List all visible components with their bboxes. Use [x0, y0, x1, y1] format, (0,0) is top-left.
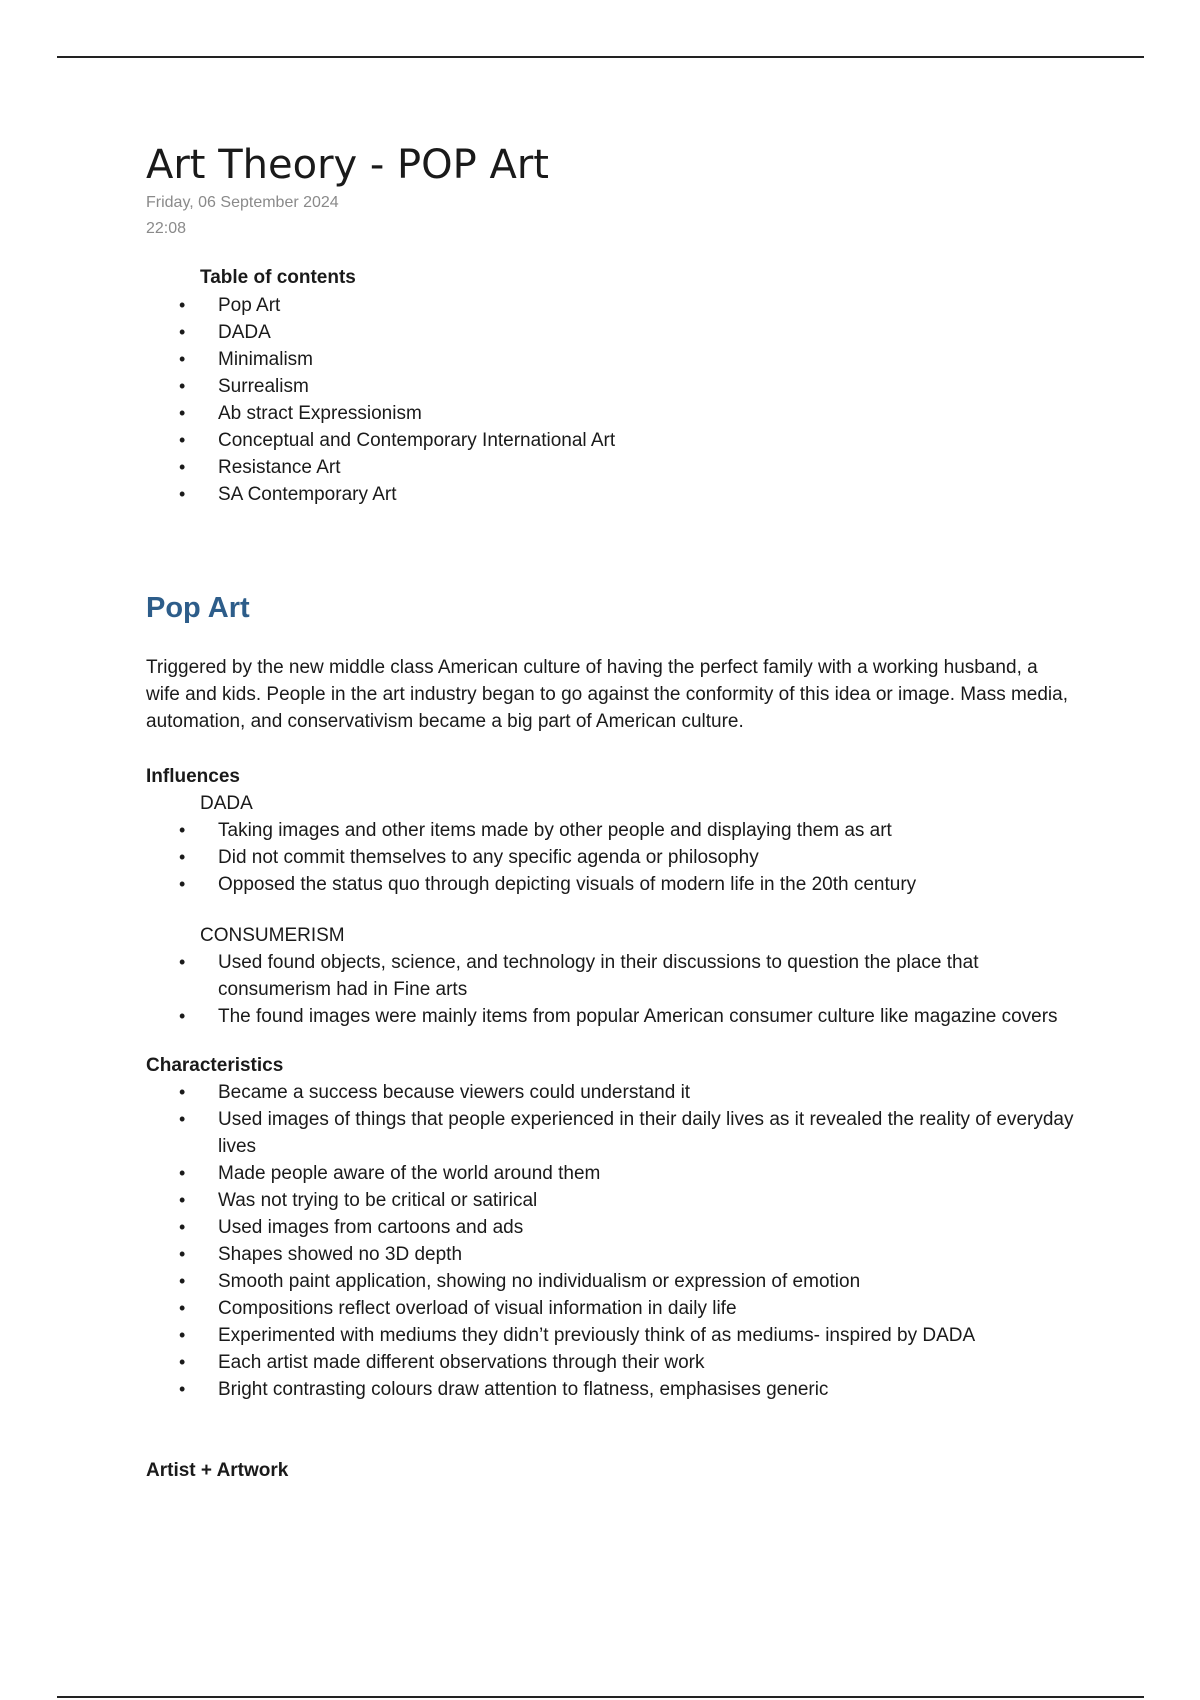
influences-heading: Influences [146, 766, 240, 787]
list-item: • Taking images and other items made by other people and displaying them as art [146, 817, 1076, 844]
toc-item: • Ab stract Expressionism [146, 400, 1076, 427]
page-time: 22:08 [146, 220, 187, 237]
toc-item: • Minimalism [146, 346, 1076, 373]
consumerism-list [146, 949, 1076, 1030]
list-item: • Did not commit themselves to any specific agenda or philosophy [146, 844, 1076, 871]
list-item: • Was not trying to be critical or satirical [146, 1187, 1076, 1214]
top-divider [57, 56, 1144, 58]
consumerism-label: CONSUMERISM [200, 925, 345, 946]
section-heading-pop-art: Pop Art [146, 592, 250, 624]
list-item: • Opposed the status quo through depicting visuals of modern life in the 20th century [146, 871, 1076, 898]
list-item: • Each artist made different observations through their work [146, 1349, 1076, 1376]
table-of-contents [146, 264, 1076, 508]
toc-item: • Conceptual and Contemporary International Art [146, 427, 1076, 454]
bottom-divider [57, 1696, 1144, 1698]
artist-artwork-heading: Artist + Artwork [146, 1460, 289, 1481]
intro-paragraph: Triggered by the new middle class American culture of having the perfect family with a working husband, a wife and kids. People in the art industry began to go against the conformity of this idea or image. Mass media, automation, and conservativism became a big part of American culture. [146, 657, 1069, 732]
list-item: • Compositions reflect overload of visual information in daily life [146, 1295, 1076, 1322]
toc-heading: Table of contents [200, 267, 356, 288]
page-date: Friday, 06 September 2024 [146, 194, 339, 211]
toc-item: • DADA [146, 319, 1076, 346]
toc-item: • Resistance Art [146, 454, 1076, 481]
toc-item: • Pop Art [146, 292, 1076, 319]
page-title: Art Theory - POP Art [146, 142, 549, 188]
list-item: • Used found objects, science, and technology in their discussions to question the place that consumerism had in Fine arts [146, 949, 1076, 1003]
toc-item: • SA Contemporary Art [146, 481, 1076, 508]
list-item: • Made people aware of the world around them [146, 1160, 1076, 1187]
list-item: • Experimented with mediums they didn’t previously think of as mediums- inspired by DADA [146, 1322, 1076, 1349]
list-item: • Smooth paint application, showing no individualism or expression of emotion [146, 1268, 1076, 1295]
list-item: • The found images were mainly items from popular American consumer culture like magazine covers [146, 1003, 1076, 1030]
dada-list [146, 817, 1076, 898]
page-content [146, 140, 1076, 1484]
characteristics-heading: Characteristics [146, 1055, 284, 1076]
list-item: • Became a success because viewers could understand it [146, 1079, 1076, 1106]
list-item: • Used images of things that people experienced in their daily lives as it revealed the reality of everyday lives [146, 1106, 1076, 1160]
toc-list [146, 292, 1076, 508]
characteristics-list [146, 1079, 1076, 1403]
list-item: • Used images from cartoons and ads [146, 1214, 1076, 1241]
dada-label: DADA [200, 793, 253, 814]
list-item: • Shapes showed no 3D depth [146, 1241, 1076, 1268]
toc-item: • Surrealism [146, 373, 1076, 400]
list-item: • Bright contrasting colours draw attention to flatness, emphasises generic [146, 1376, 1076, 1403]
